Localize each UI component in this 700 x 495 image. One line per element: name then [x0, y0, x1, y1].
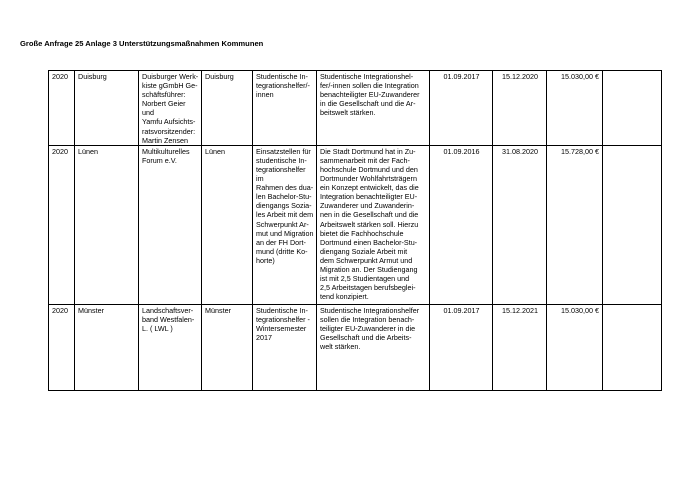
location-cell: Münster — [202, 304, 253, 390]
start-date-cell: 01.09.2017 — [430, 304, 493, 390]
amount-cell: 15.030,00 € — [547, 304, 603, 390]
description-cell: Studentische Integrationshelfer sollen die Integration benach- teiligter EU-Zuwanderer in die Gesellschaft und die Arbeits- welt stärken. — [317, 304, 430, 390]
year-cell: 2020 — [49, 145, 75, 304]
start-date-cell: 01.09.2017 — [430, 71, 493, 146]
measure-cell: Studentische In- tegrationshelfer/- innen — [253, 71, 317, 146]
table-row — [49, 304, 662, 390]
amount-cell: 15.030,00 € — [547, 71, 603, 146]
year-cell: 2020 — [49, 71, 75, 146]
provider-cell: Multikulturelles Forum e.V. — [139, 145, 202, 304]
description-cell: Die Stadt Dortmund hat in Zu- sammenarbeit mit der Fach- hochschule Dortmund und den Dortmunder Wohlfahrtsträgern ein Konzept entwickelt, das die Integration benachteiligter EU- Zuwanderer und Zuwanderin- nen in die Gesellschaft und die Arbeitswelt stärken soll. Hierzu bietet die Fachhochschule Dortmund einen Bachelor-Stu- diengang Soziale Arbeit mit dem Schwerpunkt Armut und Migration an. Der Studiengang ist mit 2,5 Studientagen und 2,5 Arbeitstagen berufsbeglei- tend konzipiert. — [317, 145, 430, 304]
extra-cell — [603, 71, 662, 146]
document-title: Große Anfrage 25 Anlage 3 Unterstützungsmaßnahmen Kommunen — [20, 39, 264, 48]
extra-cell — [603, 145, 662, 304]
municipality-cell: Lünen — [75, 145, 139, 304]
table-row — [49, 145, 662, 304]
location-cell: Lünen — [202, 145, 253, 304]
year-cell: 2020 — [49, 304, 75, 390]
amount-cell: 15.728,00 € — [547, 145, 603, 304]
start-date-cell: 01.09.2016 — [430, 145, 493, 304]
table-row — [49, 71, 662, 146]
location-cell: Duisburg — [202, 71, 253, 146]
end-date-cell: 15.12.2021 — [493, 304, 547, 390]
municipality-cell: Duisburg — [75, 71, 139, 146]
municipality-cell: Münster — [75, 304, 139, 390]
provider-cell: Landschaftsver- band Westfalen- L. ( LWL ) — [139, 304, 202, 390]
measure-cell: Einsatzstellen für studentische In- tegrationshelfer im Rahmen des dua- len Bachelor-Stu- diengangs Sozia- les Arbeit mit dem Schwerpunkt Ar- mut und Migration an der FH Dort- mund (dritte Ko- horte) — [253, 145, 317, 304]
description-cell: Studentische Integrationshel- fer/-innen sollen die Integration benachteiligter EU-Zuwanderer in die Gesellschaft und die Ar- beitswelt stärken. — [317, 71, 430, 146]
extra-cell — [603, 304, 662, 390]
measure-cell: Studentische In- tegrationshelfer - Wintersemester 2017 — [253, 304, 317, 390]
end-date-cell: 15.12.2020 — [493, 71, 547, 146]
provider-cell: Duisburger Werk- kiste gGmbH Ge- schäftsführer: Norbert Geier und Yamfu Aufsichts- ratsvorsitzender: Martin Zensen — [139, 71, 202, 146]
funding-table — [48, 70, 662, 391]
end-date-cell: 31.08.2020 — [493, 145, 547, 304]
